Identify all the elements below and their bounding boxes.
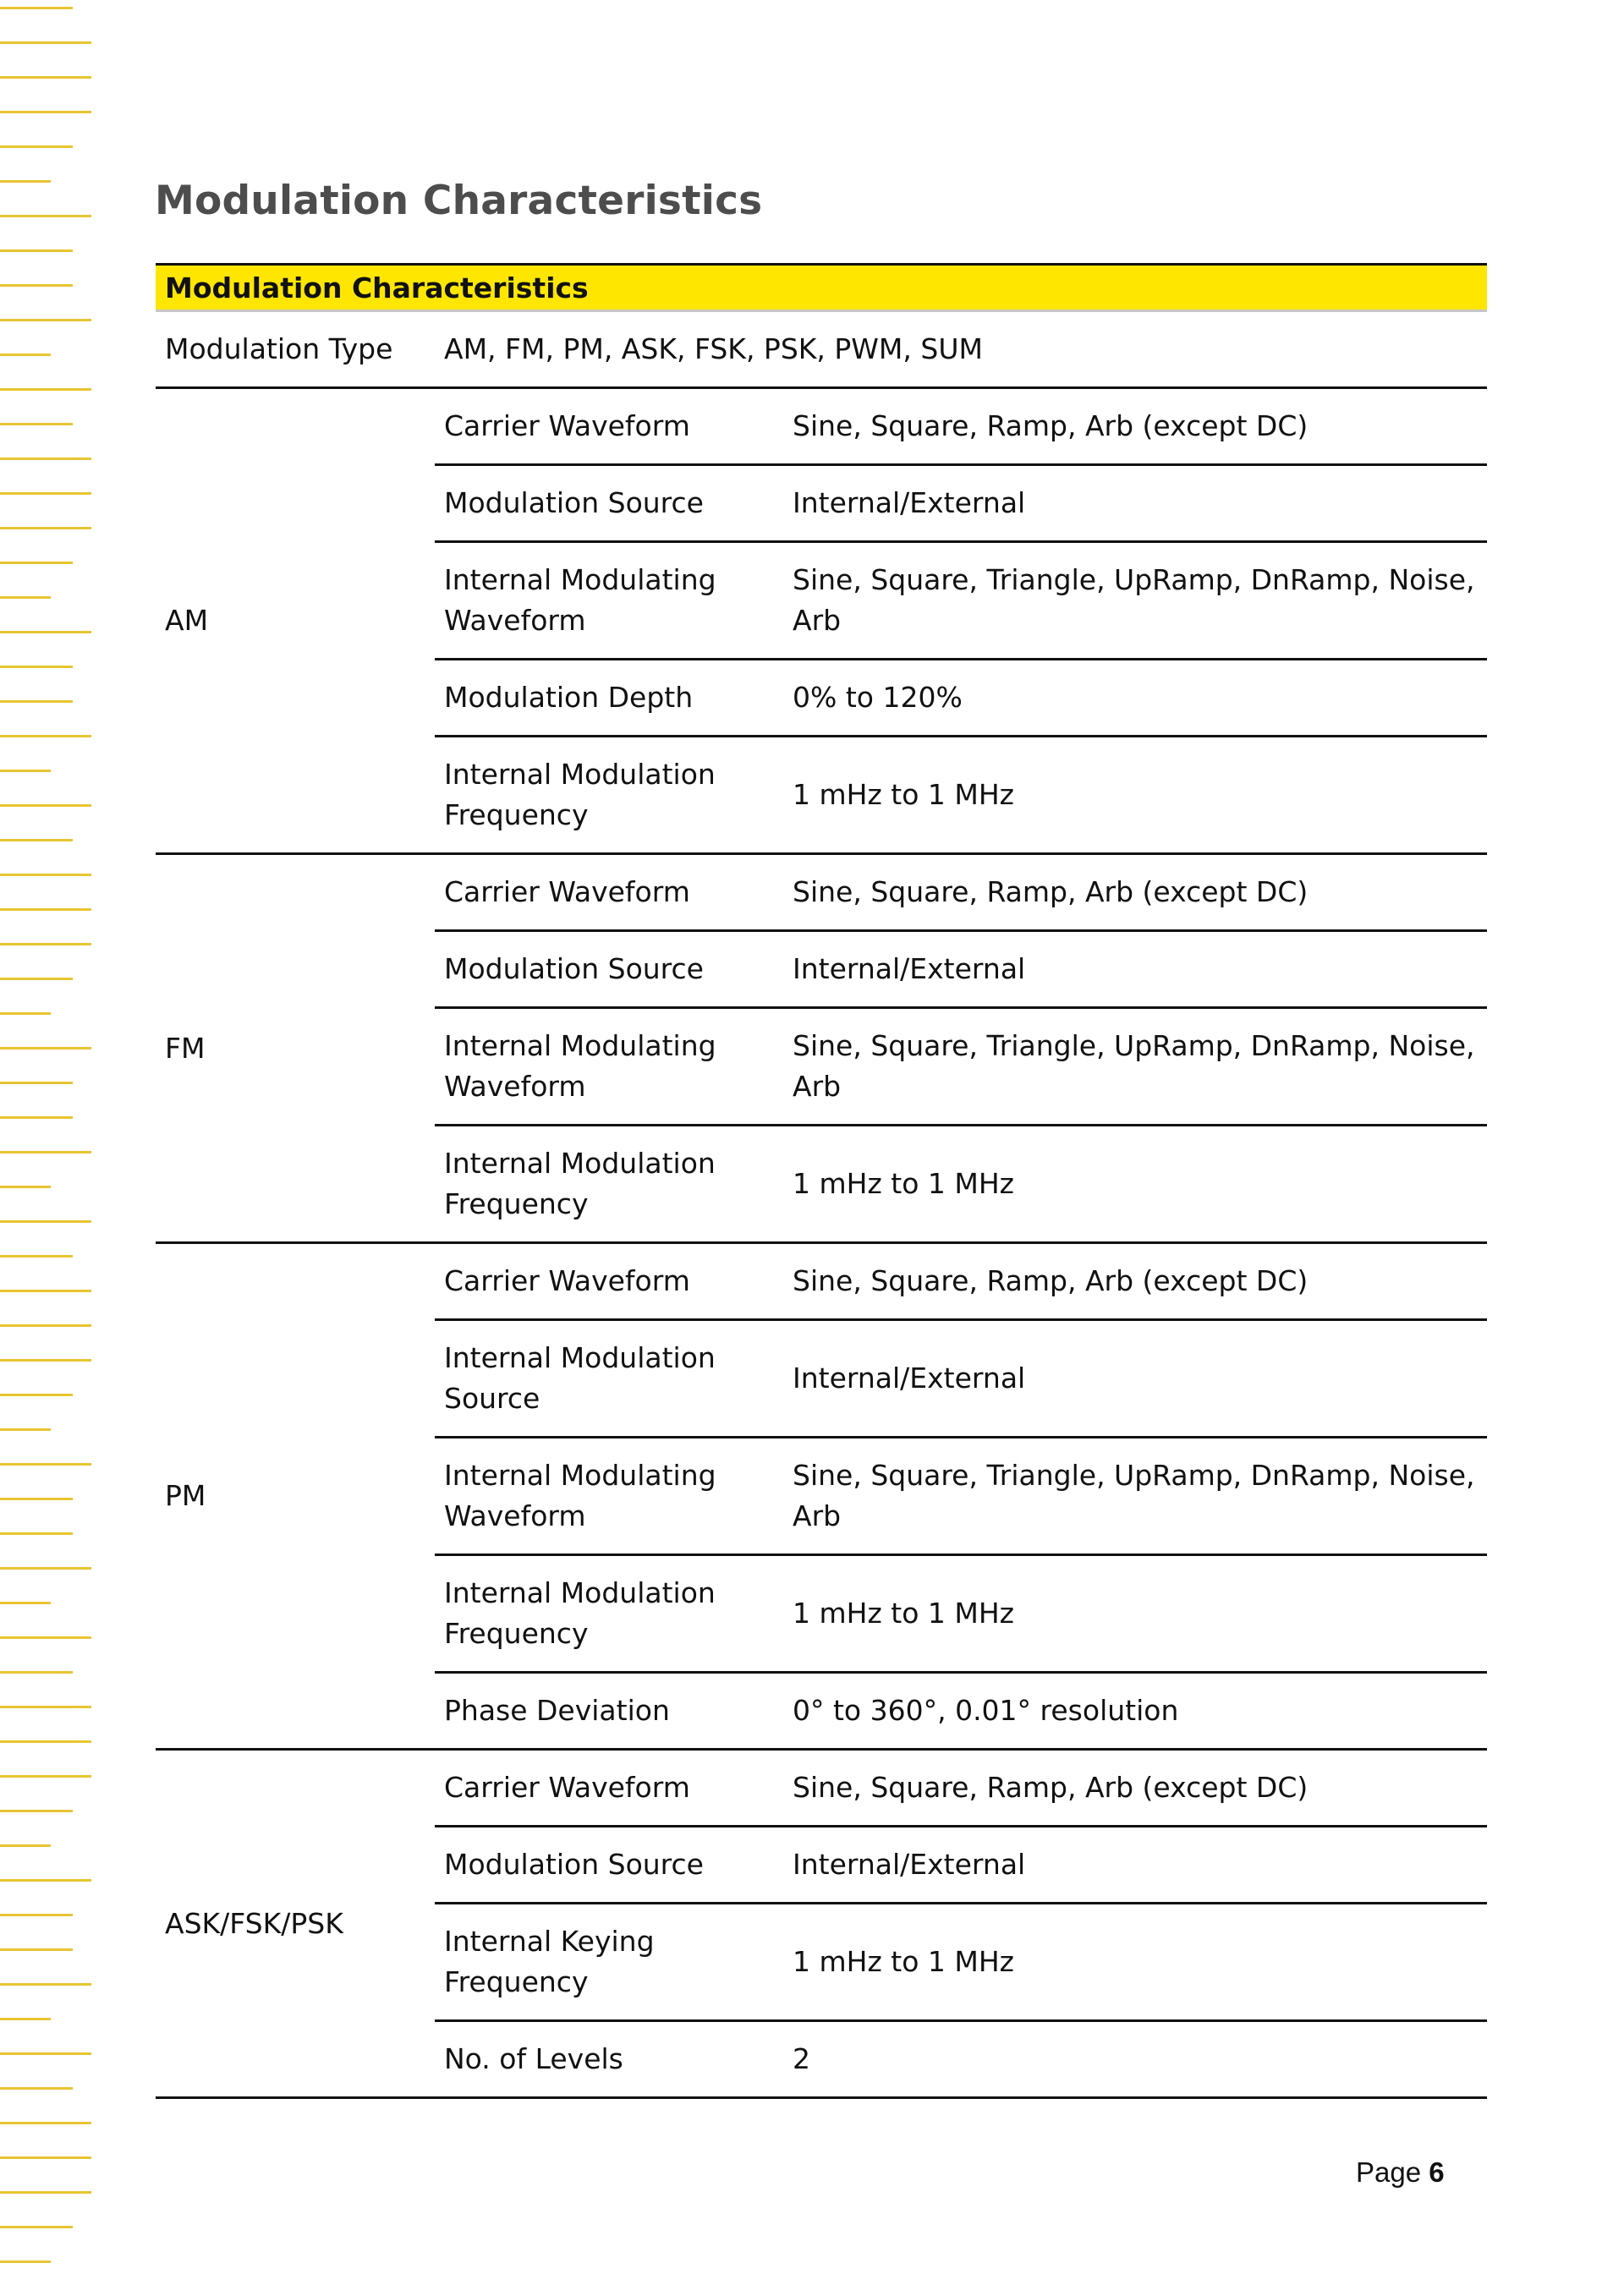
table-row [156, 1243, 1487, 1320]
margin-tick [0, 145, 73, 148]
margin-tick [0, 1116, 73, 1119]
margin-tick [0, 1498, 73, 1500]
param-label: Internal Modulating Waveform [435, 1008, 783, 1126]
margin-tick [0, 1255, 73, 1258]
param-label: Carrier Waveform [435, 1243, 783, 1320]
margin-tick [0, 2052, 91, 2055]
margin-tick [0, 284, 73, 287]
table-row-modulation-type [156, 311, 1487, 388]
param-value: Sine, Square, Triangle, UpRamp, DnRamp, Noise, Arb [783, 1008, 1487, 1126]
param-value: Sine, Square, Triangle, UpRamp, DnRamp, Noise, Arb [783, 1438, 1487, 1555]
param-value: Sine, Square, Ramp, Arb (except DC) [783, 1243, 1487, 1320]
margin-tick [0, 666, 73, 668]
margin-tick [0, 111, 91, 113]
param-label: Modulation Source [435, 931, 783, 1008]
param-value: 1 mHz to 1 MHz [783, 1904, 1487, 2021]
param-value: 1 mHz to 1 MHz [783, 737, 1487, 854]
param-label: Carrier Waveform [435, 854, 783, 931]
margin-tick [0, 1394, 73, 1396]
margin-tick [0, 1428, 51, 1431]
margin-tick [0, 2226, 73, 2228]
margin-tick [0, 2156, 91, 2159]
margin-tick [0, 353, 51, 356]
margin-tick [0, 874, 91, 876]
margin-tick [0, 1463, 91, 1466]
table-row [156, 1750, 1487, 1827]
margin-tick [0, 1012, 51, 1015]
margin-tick [0, 978, 73, 980]
spec-table [156, 263, 1487, 2099]
page-title: Modulation Characteristics [155, 178, 763, 224]
param-value: Sine, Square, Ramp, Arb (except DC) [783, 1750, 1487, 1827]
margin-tick [0, 41, 91, 44]
param-label: Internal Modulation Source [435, 1320, 783, 1438]
param-value: Sine, Square, Ramp, Arb (except DC) [783, 854, 1487, 931]
param-value: 2 [783, 2021, 1487, 2098]
margin-tick [0, 1740, 91, 1743]
margin-tick [0, 1290, 91, 1292]
margin-tick [0, 943, 91, 945]
param-label: Internal Modulation Frequency [435, 1555, 783, 1673]
margin-tick [0, 700, 73, 703]
param-label: Internal Keying Frequency [435, 1904, 783, 2021]
margin-tick [0, 7, 73, 9]
param-value: 0% to 120% [783, 660, 1487, 737]
margin-tick [0, 1567, 91, 1570]
margin-tick [0, 631, 91, 633]
modulation-type-label: Modulation Type [156, 311, 435, 388]
group-label-pm: PM [156, 1243, 435, 1750]
margin-tick [0, 2087, 73, 2090]
margin-tick [0, 180, 51, 183]
margin-tick [0, 839, 73, 841]
margin-tick [0, 1186, 51, 1188]
param-label: Carrier Waveform [435, 388, 783, 465]
margin-tick [0, 1775, 91, 1778]
group-label-fm: FM [156, 854, 435, 1243]
page-number [1356, 2156, 1445, 2189]
table-header: Modulation Characteristics [156, 265, 1487, 311]
margin-tick [0, 1602, 51, 1604]
modulation-type-value: AM, FM, PM, ASK, FSK, PSK, PWM, SUM [435, 311, 1487, 388]
margin-tick [0, 735, 91, 737]
margin-tick [0, 2191, 91, 2194]
margin-tick [0, 1914, 73, 1916]
param-label: Internal Modulation Frequency [435, 737, 783, 854]
param-label: No. of Levels [435, 2021, 783, 2098]
param-label: Internal Modulation Frequency [435, 1126, 783, 1243]
param-value: Internal/External [783, 1827, 1487, 1904]
margin-decoration [0, 0, 102, 2296]
param-value: Internal/External [783, 931, 1487, 1008]
margin-tick [0, 388, 91, 391]
margin-tick [0, 1151, 91, 1153]
margin-tick [0, 1844, 51, 1847]
margin-tick [0, 2018, 51, 2020]
margin-tick [0, 770, 51, 772]
margin-tick [0, 1671, 73, 1674]
margin-tick [0, 908, 91, 911]
margin-tick [0, 76, 91, 79]
param-value: 1 mHz to 1 MHz [783, 1126, 1487, 1243]
param-label: Modulation Source [435, 465, 783, 542]
param-value: 1 mHz to 1 MHz [783, 1555, 1487, 1673]
param-value: Sine, Square, Triangle, UpRamp, DnRamp, Noise, Arb [783, 542, 1487, 660]
margin-tick [0, 1532, 73, 1535]
margin-tick [0, 596, 51, 599]
margin-tick [0, 1082, 73, 1084]
param-value: Sine, Square, Ramp, Arb (except DC) [783, 388, 1487, 465]
margin-tick [0, 1879, 91, 1882]
param-label: Modulation Depth [435, 660, 783, 737]
spec-table-body [156, 311, 1487, 2098]
group-label-am: AM [156, 388, 435, 854]
param-label: Internal Modulating Waveform [435, 1438, 783, 1555]
margin-tick [0, 1706, 91, 1708]
param-label: Carrier Waveform [435, 1750, 783, 1827]
param-value: Internal/External [783, 1320, 1487, 1438]
margin-tick [0, 423, 73, 425]
param-label: Phase Deviation [435, 1673, 783, 1750]
margin-tick [0, 458, 91, 460]
table-row [156, 388, 1487, 465]
margin-tick [0, 492, 91, 495]
margin-tick [0, 215, 91, 217]
param-value: 0° to 360°, 0.01° resolution [783, 1673, 1487, 1750]
margin-tick [0, 1359, 91, 1362]
param-label: Modulation Source [435, 1827, 783, 1904]
group-label-ask-fsk-psk: ASK/FSK/PSK [156, 1750, 435, 2098]
margin-tick [0, 2260, 51, 2263]
margin-tick [0, 1948, 73, 1951]
page-number-value: 6 [1429, 2156, 1445, 2188]
param-value: Internal/External [783, 465, 1487, 542]
table-row [156, 854, 1487, 931]
margin-tick [0, 319, 91, 321]
page-label: Page [1356, 2156, 1422, 2188]
margin-tick [0, 249, 73, 252]
margin-tick [0, 527, 91, 529]
margin-tick [0, 804, 91, 807]
margin-tick [0, 2122, 91, 2124]
margin-tick [0, 1810, 73, 1812]
margin-tick [0, 562, 73, 564]
margin-tick [0, 1983, 91, 1986]
margin-tick [0, 1324, 91, 1327]
margin-tick [0, 1047, 91, 1049]
margin-tick [0, 1220, 91, 1223]
margin-tick [0, 1636, 91, 1639]
param-label: Internal Modulating Waveform [435, 542, 783, 660]
